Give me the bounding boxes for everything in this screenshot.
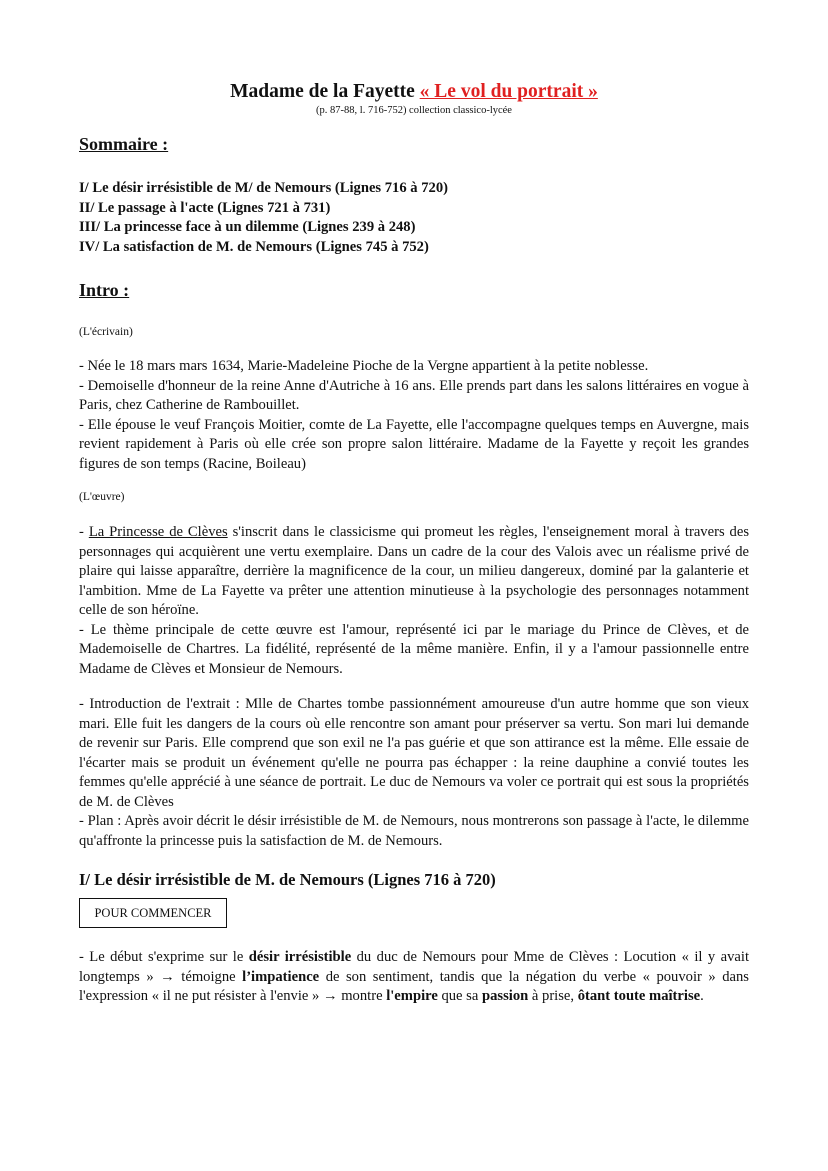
extrait-paragraph — [79, 695, 749, 851]
sommaire-item: I/ Le désir irrésistible de M/ de Nemours (Lignes 716 à 720) — [79, 180, 448, 196]
part1-text: . — [700, 988, 704, 1004]
intro-heading: Intro : — [79, 280, 130, 300]
oeuvre-label: (L'œuvre) — [79, 491, 125, 503]
part1-bold: l’impatience — [242, 968, 320, 985]
part1-text: de son sentiment, tandis que la négation du verbe « pouvoir » dans l'expression « il ne put résister à l'envie » → montre — [79, 968, 749, 1004]
ecrivain-paragraph — [79, 357, 749, 474]
part1-paragraph — [79, 948, 749, 1007]
oeuvre-line: - Le thème principale de cette œuvre est l'amour, représenté ici par le mariage du Prince de Clèves, et de Mademoiselle de Chartres. La fidélité, représenté de la même manière. Enfin, il y a l'amour passionnelle entre Madame de Clèves et Monsieur de Nemours. — [79, 621, 749, 677]
part1-heading: I/ Le désir irrésistible de M. de Nemours (Lignes 716 à 720) — [79, 870, 496, 889]
sommaire-item: II/ Le passage à l'acte (Lignes 721 à 731) — [79, 199, 331, 216]
title-main: Madame de la Fayette — [230, 81, 420, 102]
ecrivain-line: - Née le 18 mars mars 1634, Marie-Madeleine Pioche de la Vergne appartient à la petite noblesse. — [79, 358, 649, 374]
oeuvre-text: s'inscrit dans le classicisme qui promeut les règles, l'enseignement moral à travers des personnages qui acquièrent une vertu exemplaire. Dans un cadre de la cour des Valois avec un réalisme privé de plaire qui laisse apparaître, derrière la magnificence de la cour, un milieu dangereux, dominé par la galanterie et l'ambition. Mme de La Fayette va prêter une attention minutieuse à la psychologie des personnages notamment celle de son héroïne. — [79, 524, 750, 618]
title-link[interactable]: « Le vol du portrait » — [419, 81, 598, 102]
sommaire-heading: Sommaire : — [79, 134, 169, 154]
sommaire-item: IV/ La satisfaction de M. de Nemours (Lignes 745 à 752) — [79, 238, 429, 255]
page-title — [0, 80, 828, 104]
oeuvre-paragraph — [79, 523, 749, 679]
plan-text: - Plan : Après avoir décrit le désir irrésistible de M. de Nemours, nous montrerons son passage à l'acte, le dilemme qu'affronte la princesse puis la satisfaction de M. de Nemours. — [79, 813, 749, 849]
book-title: La Princesse de Clèves — [88, 524, 228, 540]
part1-text: du duc de Nemours pour Mme de Clèves : Locution « il y avait longtemps » → témoigne — [79, 949, 749, 985]
pour-commencer-box: POUR COMMENCER — [79, 898, 227, 928]
ecrivain-line: - Elle épouse le veuf François Moitier, comte de La Fayette, elle l'accompagne quelques temps en Auvergne, mais revient rapidement à Paris où elle crée son propre salon littéraire. Madame de la Fayette y reçoit les grandes figures de son temps (Racine, Boileau) — [79, 416, 749, 472]
oeuvre-line: - La Princesse de Clèves s'inscrit dans le classicisme qui promeut les règles, l'enseignement moral à travers des personnages qui acquièrent une vertu exemplaire. Dans un cadre de la cour des Valois avec un réalisme privé de plaire qui laisse apparaître, derrière la magnificence de la cour, un milieu dangereux, dominé par la galanterie et l'ambition. Mme de La Fayette va prêter une attention minutieuse à la psychologie des personnages notamment celle de son héroïne. — [79, 524, 750, 618]
ecrivain-label: (L'écrivain) — [79, 326, 133, 338]
page-subtitle: (p. 87-88, l. 716-752) collection classico-lycée — [316, 105, 512, 116]
sommaire-item: III/ La princesse face à un dilemme (Lignes 239 à 248) — [79, 219, 416, 236]
title-block — [0, 80, 828, 117]
part1-bold: passion — [482, 988, 529, 1004]
part1-text: - Le début s'exprime sur le — [79, 949, 249, 965]
part1-text: que sa — [437, 988, 482, 1004]
part1-bold: l'empire — [386, 988, 438, 1004]
ecrivain-line: - Demoiselle d'honneur de la reine Anne d'Autriche à 16 ans. Elle prends part dans les salons littéraires en vogue à Paris, chez Catherine de Rambouillet. — [79, 377, 749, 413]
extrait-text: - Introduction de l'extrait : Mlle de Chartes tombe passionnément amoureuse d'un autre homme que son vieux mari. Elle fuit les dangers de la cours où elle rencontre son amant pour préserver sa vertu. Son mari lui demande de revenir sur Paris. Elle comprend que son exil ne l'a pas guérie et que son attirance est la même. Elle essaie de l'écarter mais se produit un événement qu'elle ne pourra pas échapper : la reine dauphine a convié toutes les femmes qu'elle apprécié à une séance de portrait. Le duc de Nemours va voler ce portrait qui est sous la propriétés de M. de Clèves — [79, 696, 749, 810]
sommaire-list — [79, 179, 448, 257]
part1-text: à prise, — [528, 988, 578, 1004]
part1-bold: ôtant toute maîtrise — [577, 988, 701, 1004]
part1-bold: désir irrésistible — [248, 949, 352, 965]
